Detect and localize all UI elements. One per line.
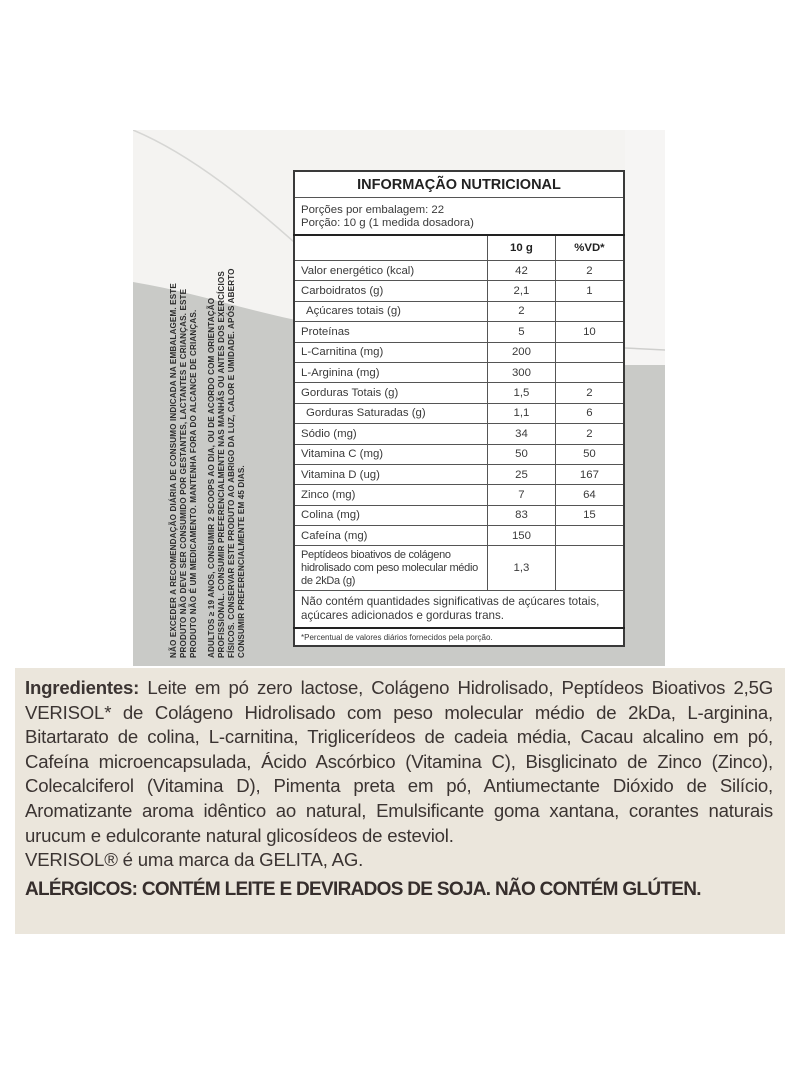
table-row [294,301,624,321]
nutrient-name: Vitamina D (ug) [294,464,488,484]
nutrient-amount: 7 [488,485,556,505]
table-row [294,526,624,546]
table-row [294,424,624,444]
table-row [294,362,624,382]
nutrition-footnote: *Percentual de valores diários fornecidos pela porção. [294,628,624,646]
nutrient-dv [555,362,624,382]
table-row [294,322,624,342]
nutrient-dv: 64 [555,485,624,505]
nutrient-name: Sódio (mg) [294,424,488,444]
nutrient-name: Cafeína (mg) [294,526,488,546]
nutrient-dv: 10 [555,322,624,342]
nutrient-name: Açúcares totais (g) [294,301,488,321]
table-row [294,546,624,591]
nutrient-name: L-Arginina (mg) [294,362,488,382]
allergens-warning: ALÉRGICOS: CONTÉM LEITE E DEVIRADOS DE SOJA. NÃO CONTÉM GLÚTEN. [25,878,701,900]
nutrient-amount: 150 [488,526,556,546]
nutrient-dv: 6 [555,403,624,423]
table-row [294,342,624,362]
nutrient-name: Valor energético (kcal) [294,261,488,281]
table-row [294,261,624,281]
servings-per-package: Porções por embalagem: 22 [301,203,445,216]
nutrient-amount: 1,1 [488,403,556,423]
warning-line: PROFISSIONAL. CONSUMIR PREFERENCIALMENTE NAS MANHÃS OU ANTES DOS EXERCÍCIOS [217,271,226,658]
nutrient-amount: 25 [488,464,556,484]
ingredients-list: Leite em pó zero lactose, Colágeno Hidrolisado, Peptídeos Bioativos 2,5G VERISOL* de Colágeno Hidrolisado com peso molecular médio de 2kDa, L-arginina, Bitartarato de colina, L-carnitina, Triglicerídeos de cadeia média, Cacau alcalino em pó, Cafeína microencapsulada, Ácido Ascórbico (Vitamina C), Bisglicinato de Zinco (Zinco), Colecalciferol (Vitamina D), Pimenta preta em pó, Antiumectante Dióxido de Silício, Aromatizante aroma idêntico ao natural, Emulsificante goma xantana, corantes naturais urucum e edulcorante natural glicosídeos de esteviol. [25,677,773,846]
nutrient-amount: 34 [488,424,556,444]
nutrient-amount: 2,1 [488,281,556,301]
nutrient-name: L-Carnitina (mg) [294,342,488,362]
nutrient-dv [555,301,624,321]
table-row [294,464,624,484]
nutrient-name: Colina (mg) [294,505,488,525]
nutrient-amount: 50 [488,444,556,464]
nutrient-amount: 42 [488,261,556,281]
nutrient-amount: 83 [488,505,556,525]
warning-line: ADULTOS ≥ 19 ANOS, CONSUMIR 2 SCOOPS AO DIA, OU DE ACORDO COM ORIENTAÇÃO [207,297,216,658]
nutrient-dv [555,342,624,362]
portion-info [294,198,624,236]
table-row [294,444,624,464]
nutrient-dv: 15 [555,505,624,525]
table-row [294,505,624,525]
nutrition-facts-table [293,170,625,647]
table-row [294,281,624,301]
warning-paragraph-1 [169,158,199,658]
warning-line: PRODUTO NÃO DEVE SER CONSUMIDO POR GESTANTES, LACTANTES E CRIANÇAS. ESTE [179,288,188,658]
ingredients-panel [15,668,785,934]
warning-line: FÍSICOS. CONSERVAR ESTE PRODUTO AO ABRIGO DA LUZ, CALOR E UMIDADE. APÓS ABERTO [227,268,236,658]
warning-paragraph-2 [207,158,247,658]
brand-trademark-note: VERISOL® é uma marca da GELITA, AG. [25,849,364,871]
table-row [294,383,624,403]
table-row [294,403,624,423]
nutrient-amount: 2 [488,301,556,321]
nutrition-note: Não contém quantidades significativas de açúcares totais, açúcares adicionados e gorduras trans. [294,591,624,629]
nutrient-dv: 50 [555,444,624,464]
nutrient-dv: 167 [555,464,624,484]
nutrient-dv [555,546,624,591]
ingredients-heading: Ingredientes: [25,677,140,698]
nutrient-name: Vitamina C (mg) [294,444,488,464]
warning-line: PRODUTO NÃO É UM MEDICAMENTO. MANTENHA FORA DO ALCANCE DE CRIANÇAS. [189,309,198,658]
nutrient-amount: 1,3 [488,546,556,591]
warning-line: NÃO EXCEDER A RECOMENDAÇÃO DIÁRIA DE CONSUMO INDICADA NA EMBALAGEM. ESTE [169,283,178,658]
column-header-nutrient [294,235,488,261]
nutrient-name: Carboidratos (g) [294,281,488,301]
nutrient-dv: 2 [555,261,624,281]
nutrition-title: INFORMAÇÃO NUTRICIONAL [294,171,624,198]
nutrient-amount: 200 [488,342,556,362]
nutrient-amount: 300 [488,362,556,382]
nutrient-amount: 1,5 [488,383,556,403]
nutrient-dv [555,526,624,546]
warning-line: CONSUMIR PREFERENCIALMENTE EM 45 DIAS. [237,465,246,658]
table-header-row [294,235,624,261]
nutrient-name: Gorduras Totais (g) [294,383,488,403]
nutrient-dv: 2 [555,383,624,403]
serving-size: Porção: 10 g (1 medida dosadora) [301,216,474,229]
nutrient-amount: 5 [488,322,556,342]
nutrient-dv: 1 [555,281,624,301]
column-header-amount: 10 g [488,235,556,261]
product-label-panel [133,130,665,666]
nutrient-name: Peptídeos bioativos de colágeno hidrolisado com peso molecular médio de 2kDa (g) [294,546,488,591]
nutrient-dv: 2 [555,424,624,444]
nutrient-name: Proteínas [294,322,488,342]
nutrient-name: Zinco (mg) [294,485,488,505]
table-row [294,485,624,505]
nutrient-name: Gorduras Saturadas (g) [294,403,488,423]
ingredients-text [25,676,773,848]
column-header-dv: %VD* [555,235,624,261]
